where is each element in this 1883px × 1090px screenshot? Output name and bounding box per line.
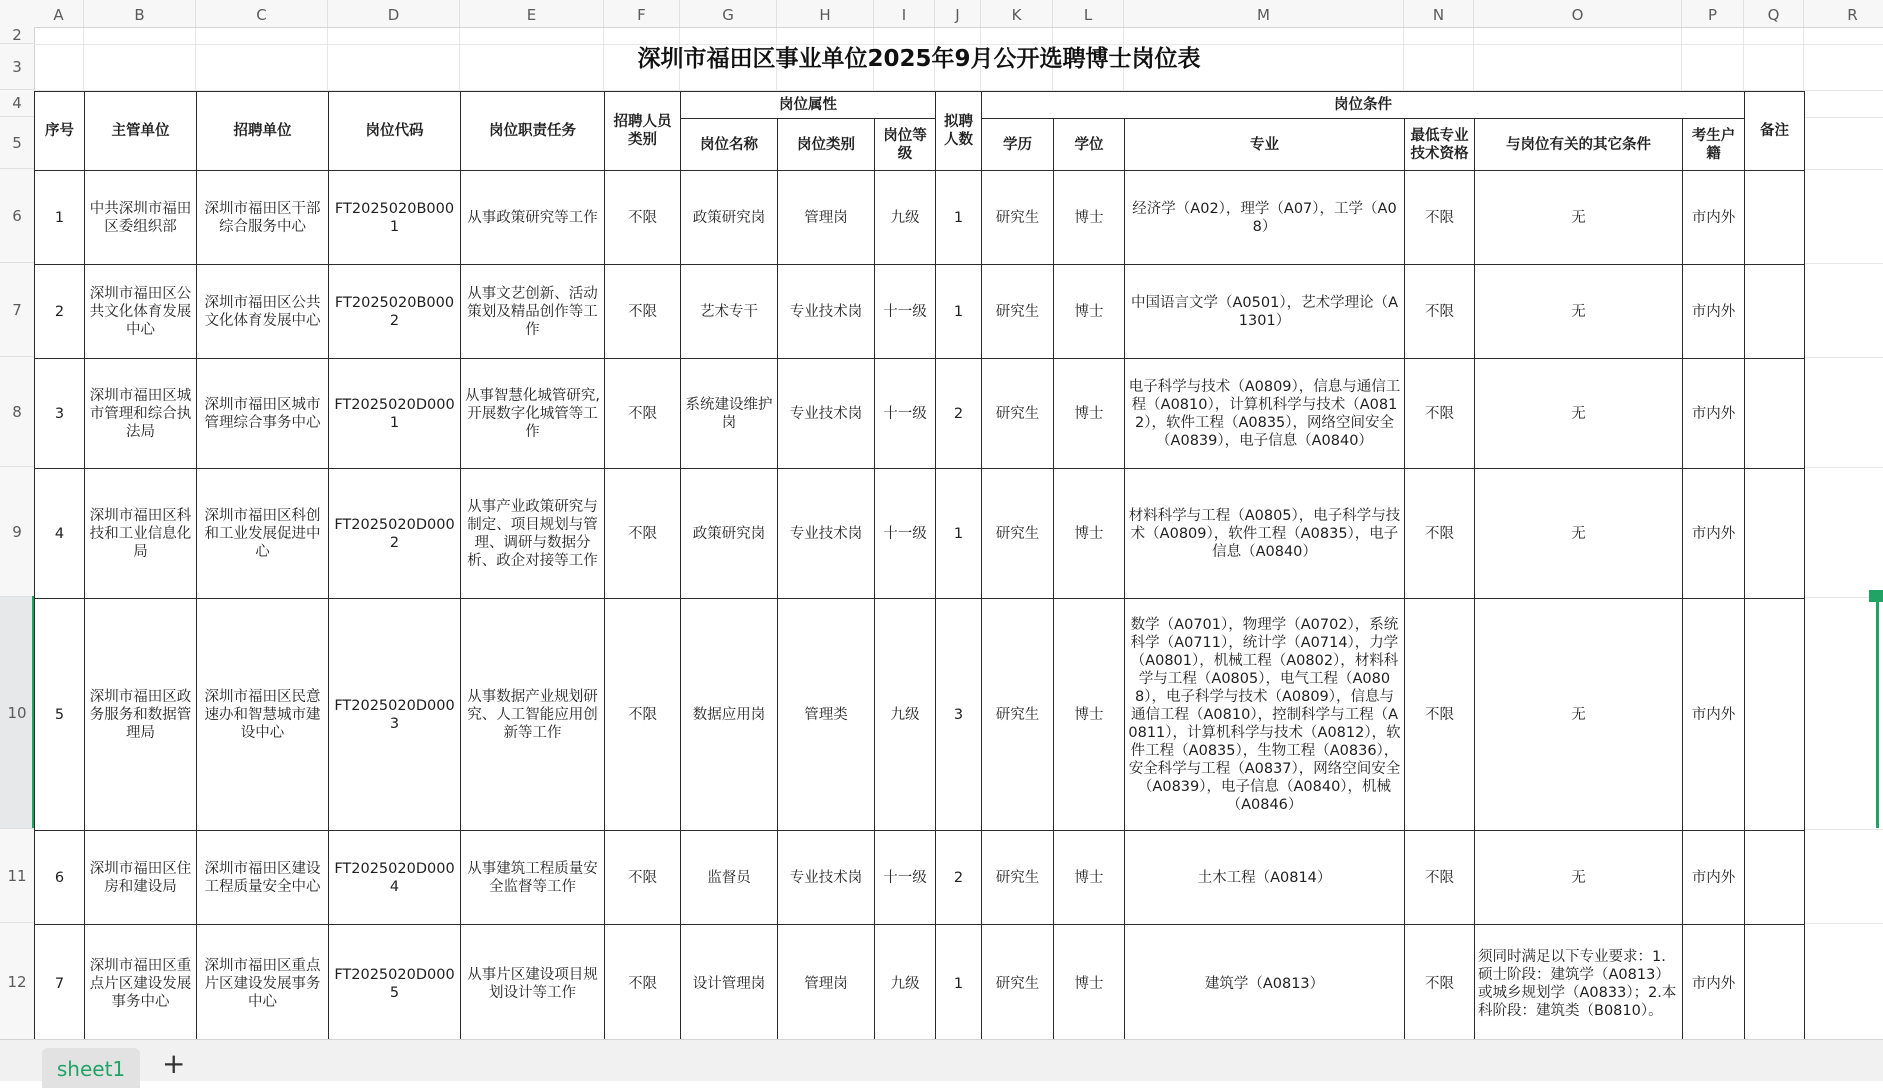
cell-category[interactable]: 不限 — [605, 359, 681, 469]
cell-duty[interactable]: 从事数据产业规划研究、人工智能应用创新等工作 — [461, 599, 605, 831]
column-header-i[interactable]: I — [874, 0, 935, 27]
header-pos-name[interactable]: 岗位名称 — [681, 119, 778, 171]
column-header-l[interactable]: L — [1053, 0, 1124, 27]
cell-other[interactable]: 无 — [1475, 469, 1683, 599]
cell-pos-type[interactable]: 专业技术岗 — [778, 359, 875, 469]
cell-unit[interactable]: 深圳市福田区建设工程质量安全中心 — [197, 831, 329, 925]
cell-pos-type[interactable]: 管理岗 — [778, 925, 875, 1043]
cell-pos-name[interactable]: 艺术专干 — [681, 265, 778, 359]
column-header-r[interactable]: R — [1804, 0, 1883, 27]
cell-min-qual[interactable]: 不限 — [1405, 599, 1475, 831]
cell-code[interactable]: FT2025020D0003 — [329, 599, 461, 831]
cell-pos-name[interactable]: 系统建设维护岗 — [681, 359, 778, 469]
cell-min-qual[interactable]: 不限 — [1405, 831, 1475, 925]
cell-duty[interactable]: 从事智慧化城管研究,开展数字化城管等工作 — [461, 359, 605, 469]
column-header-d[interactable]: D — [328, 0, 460, 27]
cell-edu[interactable]: 研究生 — [982, 265, 1054, 359]
cell-category[interactable]: 不限 — [605, 599, 681, 831]
cell-code[interactable]: FT2025020D0005 — [329, 925, 461, 1043]
column-header-e[interactable]: E — [460, 0, 604, 27]
row-header-3[interactable]: 3 — [0, 44, 34, 90]
cell-degree[interactable]: 博士 — [1054, 265, 1125, 359]
cell-dept[interactable]: 深圳市福田区住房和建设局 — [85, 831, 197, 925]
cell-edu[interactable]: 研究生 — [982, 171, 1054, 265]
cell-min-qual[interactable]: 不限 — [1405, 171, 1475, 265]
cell-category[interactable]: 不限 — [605, 925, 681, 1043]
cell-remark[interactable] — [1745, 171, 1805, 265]
table-row — [35, 359, 1805, 469]
cell-count[interactable]: 1 — [936, 265, 982, 359]
cell-hukou[interactable]: 市内外 — [1683, 469, 1745, 599]
cell-pos-type[interactable]: 管理类 — [778, 599, 875, 831]
cell-degree[interactable]: 博士 — [1054, 171, 1125, 265]
cell-degree[interactable]: 博士 — [1054, 925, 1125, 1043]
cell-hukou[interactable]: 市内外 — [1683, 599, 1745, 831]
row-header-8[interactable]: 8 — [0, 357, 34, 467]
cell-min-qual[interactable]: 不限 — [1405, 265, 1475, 359]
column-header-j[interactable]: J — [935, 0, 981, 27]
cell-pos-type[interactable]: 管理岗 — [778, 171, 875, 265]
column-header-b[interactable]: B — [84, 0, 196, 27]
row-header-bar — [0, 27, 35, 1039]
cell-degree[interactable]: 博士 — [1054, 469, 1125, 599]
cell-dept[interactable]: 深圳市福田区政务服务和数据管理局 — [85, 599, 197, 831]
cell-min-qual[interactable]: 不限 — [1405, 469, 1475, 599]
cell-unit[interactable]: 深圳市福田区科创和工业发展促进中心 — [197, 469, 329, 599]
cell-category[interactable]: 不限 — [605, 831, 681, 925]
cell-edu[interactable]: 研究生 — [982, 831, 1054, 925]
row-header-5[interactable]: 5 — [0, 117, 34, 169]
cell-major[interactable]: 中国语言文学（A0501），艺术学理论（A1301） — [1125, 265, 1405, 359]
cell-dept[interactable]: 深圳市福田区公共文化体育发展中心 — [85, 265, 197, 359]
cell-dept[interactable]: 深圳市福田区重点片区建设发展事务中心 — [85, 925, 197, 1043]
cell-pos-level[interactable]: 十一级 — [875, 469, 936, 599]
table-row — [35, 265, 1805, 359]
cell-unit[interactable]: 深圳市福田区城市管理综合事务中心 — [197, 359, 329, 469]
cell-count[interactable]: 1 — [936, 469, 982, 599]
cell-degree[interactable]: 博士 — [1054, 831, 1125, 925]
cell-dept[interactable]: 中共深圳市福田区委组织部 — [85, 171, 197, 265]
cell-remark[interactable] — [1745, 925, 1805, 1043]
header-unit[interactable]: 招聘单位 — [197, 92, 329, 171]
cell-seq[interactable]: 4 — [35, 469, 85, 599]
table-row — [35, 469, 1805, 599]
cell-hukou[interactable]: 市内外 — [1683, 171, 1745, 265]
row-header-6[interactable]: 6 — [0, 169, 34, 263]
cell-dept[interactable]: 深圳市福田区城市管理和综合执法局 — [85, 359, 197, 469]
cell-other[interactable]: 无 — [1475, 359, 1683, 469]
cell-unit[interactable]: 深圳市福田区公共文化体育发展中心 — [197, 265, 329, 359]
cell-seq[interactable]: 3 — [35, 359, 85, 469]
page-title: 深圳市福田区事业单位2025年9月公开选聘博士岗位表 — [637, 46, 1201, 72]
cell-other[interactable]: 无 — [1475, 171, 1683, 265]
row-header-4[interactable]: 4 — [0, 90, 34, 117]
column-header-g[interactable]: G — [680, 0, 777, 27]
selection-edge-indicator — [1876, 596, 1879, 828]
cell-degree[interactable]: 博士 — [1054, 599, 1125, 831]
cell-code[interactable]: FT2025020B0001 — [329, 171, 461, 265]
cell-code[interactable]: FT2025020D0004 — [329, 831, 461, 925]
cell-hukou[interactable]: 市内外 — [1683, 265, 1745, 359]
cell-edu[interactable]: 研究生 — [982, 359, 1054, 469]
cell-edu[interactable]: 研究生 — [982, 599, 1054, 831]
header-code[interactable]: 岗位代码 — [329, 92, 461, 171]
cell-duty[interactable]: 从事产业政策研究与制定、项目规划与管理、调研与数据分析、政企对接等工作 — [461, 469, 605, 599]
cell-pos-level[interactable]: 十一级 — [875, 831, 936, 925]
cell-remark[interactable] — [1745, 265, 1805, 359]
row-header-12[interactable]: 12 — [0, 923, 34, 1041]
cell-remark[interactable] — [1745, 599, 1805, 831]
column-header-c[interactable]: C — [196, 0, 328, 27]
header-dept[interactable]: 主管单位 — [85, 92, 197, 171]
cell-other[interactable]: 须同时满足以下专业要求：1.硕士阶段：建筑学（A0813）或城乡规划学（A0833）；2.本科阶段：建筑类（B0810）。 — [1475, 925, 1683, 1043]
cell-pos-level[interactable]: 十一级 — [875, 265, 936, 359]
cell-unit[interactable]: 深圳市福田区重点片区建设发展事务中心 — [197, 925, 329, 1043]
cell-count[interactable]: 1 — [936, 925, 982, 1043]
cell-other[interactable]: 无 — [1475, 831, 1683, 925]
cell-code[interactable]: FT2025020D0001 — [329, 359, 461, 469]
column-header-m[interactable]: M — [1124, 0, 1404, 27]
job-table — [34, 91, 1805, 1043]
cell-category[interactable]: 不限 — [605, 265, 681, 359]
column-header-f[interactable]: F — [604, 0, 680, 27]
cell-pos-name[interactable]: 数据应用岗 — [681, 599, 778, 831]
cell-hukou[interactable]: 市内外 — [1683, 925, 1745, 1043]
cell-pos-level[interactable]: 九级 — [875, 925, 936, 1043]
table-row — [35, 831, 1805, 925]
table-row — [35, 599, 1805, 831]
cell-remark[interactable] — [1745, 469, 1805, 599]
cell-major[interactable]: 数学（A0701），物理学（A0702），系统科学（A0711），统计学（A0714），力学（A0801），机械工程（A0802），材料科学与工程（A0805），电气工程（A0808），电子科学与技术（A0809），信息与通信工程（A0810），控制科学与工程（A0811），计算机科学与技术（A0812），软件工程（A0835），生物工程（A0836），安全科学与工程（A0837），网络空间安全（A0839），电子信息（A0840），机械（A0846） — [1125, 599, 1405, 831]
cell-major[interactable]: 土木工程（A0814） — [1125, 831, 1405, 925]
cell-dept[interactable]: 深圳市福田区科技和工业信息化局 — [85, 469, 197, 599]
cell-major[interactable]: 经济学（A02），理学（A07），工学（A08） — [1125, 171, 1405, 265]
header-duty[interactable]: 岗位职责任务 — [461, 92, 605, 171]
row-header-7[interactable]: 7 — [0, 263, 34, 357]
cell-pos-type[interactable]: 专业技术岗 — [778, 265, 875, 359]
header-remark[interactable]: 备注 — [1745, 92, 1805, 171]
cell-degree[interactable]: 博士 — [1054, 359, 1125, 469]
header-count[interactable]: 拟聘人数 — [936, 92, 982, 171]
cell-unit[interactable]: 深圳市福田区干部综合服务中心 — [197, 171, 329, 265]
header-category[interactable]: 招聘人员类别 — [605, 92, 681, 171]
cell-pos-level[interactable]: 九级 — [875, 171, 936, 265]
header-edu[interactable]: 学历 — [982, 119, 1054, 171]
cell-count[interactable]: 2 — [936, 359, 982, 469]
header-degree[interactable]: 学位 — [1054, 119, 1125, 171]
header-other[interactable]: 与岗位有关的其它条件 — [1475, 119, 1683, 171]
cell-other[interactable]: 无 — [1475, 599, 1683, 831]
column-header-a[interactable]: A — [34, 0, 84, 27]
cell-count[interactable]: 3 — [936, 599, 982, 831]
cell-unit[interactable]: 深圳市福田区民意速办和智慧城市建设中心 — [197, 599, 329, 831]
header-cond-group[interactable]: 岗位条件 — [982, 92, 1745, 119]
cell-other[interactable]: 无 — [1475, 265, 1683, 359]
cell-pos-level[interactable]: 十一级 — [875, 359, 936, 469]
cell-duty[interactable]: 从事片区建设项目规划设计等工作 — [461, 925, 605, 1043]
cell-category[interactable]: 不限 — [605, 469, 681, 599]
cell-pos-name[interactable]: 设计管理岗 — [681, 925, 778, 1043]
cell-major[interactable]: 材料科学与工程（A0805），电子科学与技术（A0809），软件工程（A0835），电子信息（A0840） — [1125, 469, 1405, 599]
cell-edu[interactable]: 研究生 — [982, 469, 1054, 599]
cell-duty[interactable]: 从事政策研究等工作 — [461, 171, 605, 265]
cell-min-qual[interactable]: 不限 — [1405, 359, 1475, 469]
cell-count[interactable]: 2 — [936, 831, 982, 925]
header-major[interactable]: 专业 — [1125, 119, 1405, 171]
cell-seq[interactable]: 1 — [35, 171, 85, 265]
cell-remark[interactable] — [1745, 359, 1805, 469]
row-header-9[interactable]: 9 — [0, 467, 34, 597]
cell-remark[interactable] — [1745, 831, 1805, 925]
cell-hukou[interactable]: 市内外 — [1683, 359, 1745, 469]
cell-seq[interactable]: 6 — [35, 831, 85, 925]
column-header-o[interactable]: O — [1474, 0, 1682, 27]
table-row — [35, 925, 1805, 1043]
sheet-tab[interactable]: sheet1 — [42, 1048, 140, 1088]
cell-pos-level[interactable]: 九级 — [875, 599, 936, 831]
column-header-h[interactable]: H — [777, 0, 874, 27]
column-header-k[interactable]: K — [981, 0, 1053, 27]
cell-seq[interactable]: 7 — [35, 925, 85, 1043]
cell-pos-name[interactable]: 政策研究岗 — [681, 469, 778, 599]
header-seq[interactable]: 序号 — [35, 92, 85, 171]
header-attr-group[interactable]: 岗位属性 — [681, 92, 936, 119]
header-hukou[interactable]: 考生户籍 — [1683, 119, 1745, 171]
sheet-tab-bar — [0, 1039, 1883, 1081]
cell-code[interactable]: FT2025020D0002 — [329, 469, 461, 599]
column-header-n[interactable]: N — [1404, 0, 1474, 27]
cell-duty[interactable]: 从事文艺创新、活动策划及精品创作等工作 — [461, 265, 605, 359]
row-header-10[interactable]: 10 — [0, 597, 34, 829]
cell-pos-name[interactable]: 政策研究岗 — [681, 171, 778, 265]
cell-major[interactable]: 电子科学与技术（A0809），信息与通信工程（A0810），计算机科学与技术（A0812），软件工程（A0835），网络空间安全（A0839），电子信息（A0840） — [1125, 359, 1405, 469]
row-header-11[interactable]: 11 — [0, 829, 34, 923]
header-min-qual[interactable]: 最低专业技术资格 — [1405, 119, 1475, 171]
cell-pos-type[interactable]: 专业技术岗 — [778, 469, 875, 599]
header-pos-type[interactable]: 岗位类别 — [778, 119, 875, 171]
cell-seq[interactable]: 5 — [35, 599, 85, 831]
cell-pos-name[interactable]: 监督员 — [681, 831, 778, 925]
cell-code[interactable]: FT2025020B0002 — [329, 265, 461, 359]
cell-seq[interactable]: 2 — [35, 265, 85, 359]
cell-hukou[interactable]: 市内外 — [1683, 831, 1745, 925]
plus-icon[interactable]: + — [162, 1047, 186, 1080]
header-pos-level[interactable]: 岗位等级 — [875, 119, 936, 171]
cell-edu[interactable]: 研究生 — [982, 925, 1054, 1043]
cell-duty[interactable]: 从事建筑工程质量安全监督等工作 — [461, 831, 605, 925]
cell-major[interactable]: 建筑学（A0813） — [1125, 925, 1405, 1043]
column-header-bar — [0, 0, 1883, 28]
cell-min-qual[interactable]: 不限 — [1405, 925, 1475, 1043]
column-header-q[interactable]: Q — [1744, 0, 1804, 27]
column-header-p[interactable]: P — [1682, 0, 1744, 27]
cell-pos-type[interactable]: 专业技术岗 — [778, 831, 875, 925]
cell-count[interactable]: 1 — [936, 171, 982, 265]
cell-category[interactable]: 不限 — [605, 171, 681, 265]
row-header-2[interactable]: 2 — [0, 27, 34, 44]
table-row — [35, 171, 1805, 265]
